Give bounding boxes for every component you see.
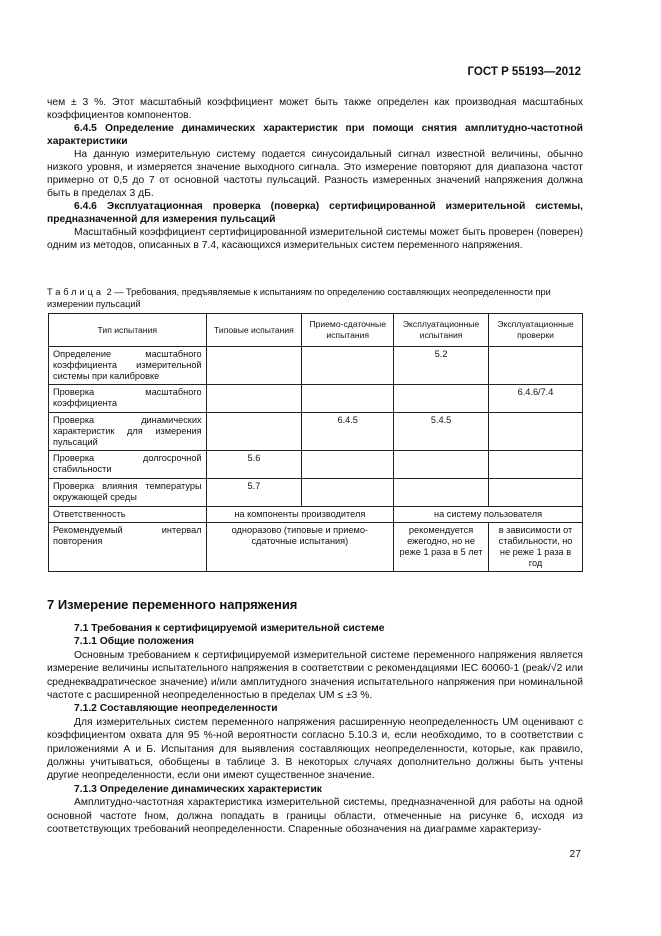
row-label: Рекомендуемый интервал повторения [49,523,207,572]
table-cell [206,413,302,451]
column-header: Эксплуатационные испытания [394,314,489,347]
table-cell [302,347,394,385]
table-cell [489,451,583,479]
heading-7-1-3: 7.1.3 Определение динамических характеристик [74,783,322,795]
responsibility-manufacturer: на компоненты производителя [206,507,394,523]
table-caption [47,286,587,310]
document-code: ГОСТ Р 55193—2012 [467,66,581,78]
table-cell [489,479,583,507]
paragraph: чем ± 3 %. Этот масштабный коэффициент может быть также определен как производная масштабных коэффициентов компонентов. [47,97,583,121]
table-row [49,413,583,451]
row-label: Ответственность [49,507,207,523]
heading-7-1: 7.1 Требования к сертифицируемой измерительной системе [74,623,385,634]
column-header: Тип испытания [49,314,207,347]
responsibility-user: на систему пользователя [394,507,583,523]
page-number: 27 [569,849,581,860]
table-cell [206,385,302,413]
table-cell [394,479,489,507]
paragraph-7-1-1: Основным требованием к сертифицируемой измерительной системе переменного напряжения является измерение величины испытательного напряжения в соответствии с рекомендациями IEC 60060-1 (peak/√2 или среднеквадратическое значение) и/или амплитудного значения испытательного напряжения при номинальной частоте с расширенной неопределенностью в пределах UM ≤ ±3 %. [47,649,583,702]
heading-6-4-5: 6.4.5 Определение динамических характеристик при помощи снятия амплитудно-частотной характеристики [47,123,583,147]
requirements-table [48,313,583,572]
table-row [49,479,583,507]
table-row-interval [49,523,583,572]
column-header: Приемо-сдаточные испытания [302,314,394,347]
heading-6-4-6: 6.4.6 Эксплуатационная проверка (поверка) сертифицированной измерительной системы, предназначенной для измерения пульсаций [47,201,583,225]
table-cell [489,347,583,385]
column-header: Типовые испытания [206,314,302,347]
table-cell: 5.4.5 [394,413,489,451]
table-row [49,347,583,385]
section-7-text [47,620,583,837]
table-row [49,385,583,413]
row-label: Проверка динамических характеристик для измерения пульсаций [49,413,207,451]
interval-checks: в зависимости от стабильности, но не реже 1 раза в год [489,523,583,572]
paragraph-6-4-5: На данную измерительную систему подается синусоидальный сигнал известной величины, обычно низкого уровня, и измеряется значение выходного сигнала. Это измерение повторяют для диапазона частот примерно от 0,5 до 7 от основной частоты пульсаций. Разность измеренных значений напряжения должна быть в пределах 3 дБ. [47,149,583,199]
table-cell [206,347,302,385]
table-cell [302,479,394,507]
heading-7-1-2: 7.1.2 Составляющие неопределенности [74,703,278,715]
row-label: Проверка масштабного коэффициента [49,385,207,413]
row-label: Проверка влияния температуры окружающей среды [49,479,207,507]
table-cell [394,451,489,479]
paragraph-7-1-2: Для измерительных систем переменного напряжения расширенную неопределенность UM оценивают с коэффициентом охвата для 95 %-ной вероятности согласно 5.10.3 и, если необходимо, то в соответствии с приложениями А и Б. Испытания для выявления составляющих неопределенности, которые, как правило, должны учитываться, обобщены в таблице 3. В некоторых случаях дополнительно должны быть учтены другие неопределенности, если они имеют существенное значение. [47,716,583,782]
table-cell [394,385,489,413]
interval-tests: рекомендуется ежегодно, но не реже 1 раза в 5 лет [394,523,489,572]
top-text-block [47,96,583,252]
table-cell: 5.7 [206,479,302,507]
paragraph-7-1-3: Амплитудно-частотная характеристика измерительной системы, предназначенной для работы на одной основной частоте fном, должна попадать в границы области, отмеченные на рисунке 6, исходя из соответствующих требований неопределенности. Спаренные обозначения на диаграмме характеризу- [47,797,583,836]
table-cell: 6.4.6/7.4 [489,385,583,413]
row-label: Определение масштабного коэффициента измерительной системы при калибровке [49,347,207,385]
heading-7-1-1: 7.1.1 Общие положения [74,636,194,648]
table-cell [489,413,583,451]
table-cell: 5.2 [394,347,489,385]
interval-once: одноразово (типовые и приемо-сдаточные испытания) [206,523,394,572]
paragraph-6-4-6: Масштабный коэффициент сертифицированной измерительной системы может быть проверен (поверен) одним из методов, описанных в 7.4, касающихся измерительных систем переменного напряжения. [47,227,583,251]
table-caption-text: 2 — Требования, предъявляемые к испытаниям по определению составляющих неопределенности при измерении пульсаций [47,287,551,309]
section-7-title: 7 Измерение переменного напряжения [47,597,298,612]
table-cell: 6.4.5 [302,413,394,451]
table-header-row [49,314,583,347]
table-row [49,451,583,479]
table-cell [302,385,394,413]
table-caption-prefix: Таблица [47,287,105,297]
column-header: Эксплуатационные проверки [489,314,583,347]
table-cell: 5.6 [206,451,302,479]
row-label: Проверка долгосрочной стабильности [49,451,207,479]
table-cell [302,451,394,479]
table-row-responsibility [49,507,583,523]
